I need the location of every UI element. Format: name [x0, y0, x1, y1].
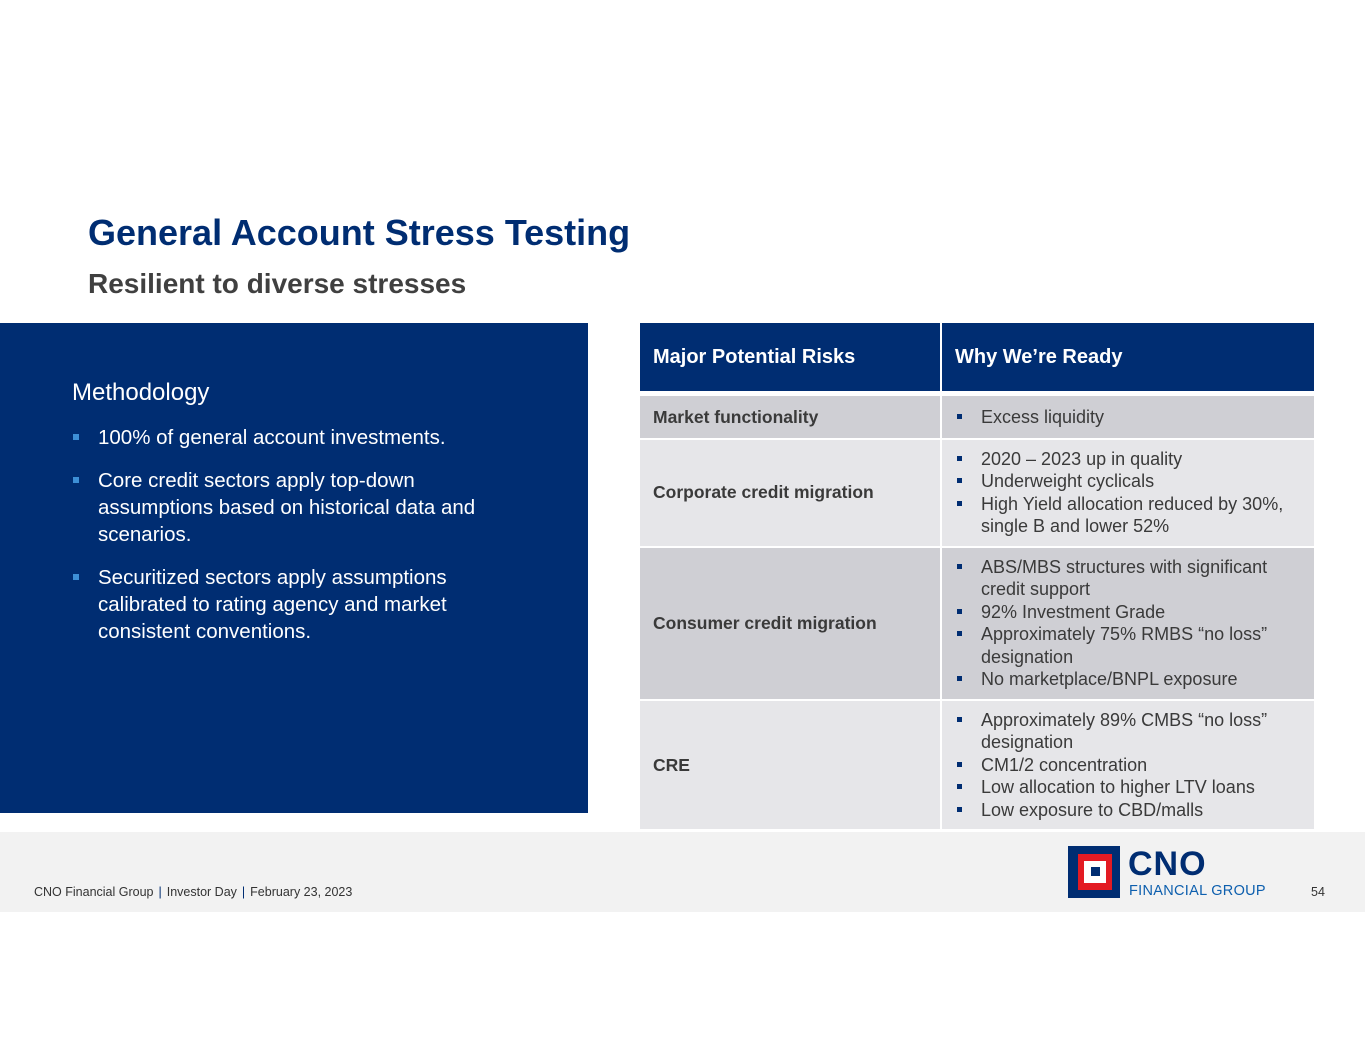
footer-separator: |: [241, 885, 246, 899]
square-bullet-icon: [73, 477, 79, 483]
square-bullet-icon: [957, 478, 962, 483]
reasons-list: [955, 406, 1301, 429]
methodology-item: [72, 564, 502, 645]
logo-subtitle: FINANCIAL GROUP: [1129, 883, 1266, 899]
cno-logo: [1068, 846, 1278, 900]
reason-item: [955, 448, 1301, 471]
reason-item: [955, 668, 1301, 691]
methodology-item: [72, 467, 502, 548]
risk-cell: Market functionality: [640, 394, 941, 439]
footer-company: CNO Financial Group: [34, 885, 154, 899]
page-number: 54: [1311, 885, 1325, 899]
square-bullet-icon: [957, 784, 962, 789]
reason-text: Low exposure to CBD/malls: [981, 799, 1204, 820]
table-row: [640, 547, 1314, 700]
square-bullet-icon: [957, 414, 962, 419]
square-bullet-icon: [957, 676, 962, 681]
square-bullet-icon: [957, 456, 962, 461]
ready-cell: [941, 394, 1314, 439]
square-bullet-icon: [73, 574, 79, 580]
methodology-item: [72, 424, 502, 451]
ready-cell: [941, 547, 1314, 700]
reason-text: CM1/2 concentration: [981, 754, 1148, 775]
reason-text: Low allocation to higher LTV loans: [981, 777, 1255, 797]
ready-cell: [941, 700, 1314, 831]
cno-logo-mark-icon: [1068, 846, 1120, 898]
square-bullet-icon: [957, 501, 962, 506]
reason-text: High Yield allocation reduced by 30%, single B and lower 52%: [981, 493, 1284, 536]
reason-item: [955, 470, 1301, 493]
footer-caption: [34, 885, 352, 899]
reason-item: [955, 406, 1301, 429]
square-bullet-icon: [957, 631, 962, 636]
reason-text: Approximately 89% CMBS “no loss” designation: [981, 709, 1268, 752]
table-row: [640, 700, 1314, 831]
reason-item: [955, 754, 1301, 777]
reason-item: [955, 556, 1301, 601]
methodology-panel: [0, 323, 588, 813]
table-row: [640, 394, 1314, 439]
reason-text: 92% Investment Grade: [981, 601, 1166, 622]
table-row: [640, 439, 1314, 547]
logo-wordmark: CNO: [1128, 845, 1207, 883]
square-bullet-icon: [957, 564, 962, 569]
methodology-list: [72, 424, 502, 661]
reason-item: [955, 776, 1301, 799]
methodology-item-text: Securitized sectors apply assumptions calibrated to rating agency and market consistent conventions.: [98, 566, 447, 643]
reason-text: No marketplace/BNPL exposure: [981, 669, 1238, 689]
risk-table: [640, 323, 1314, 831]
square-bullet-icon: [73, 434, 79, 440]
risk-cell: Corporate credit migration: [640, 439, 941, 547]
footer-date: February 23, 2023: [250, 885, 353, 899]
reason-text: 2020 – 2023 up in quality: [981, 448, 1183, 469]
column-header-ready: Why We’re Ready: [941, 323, 1314, 394]
reason-text: Approximately 75% RMBS “no loss” designation: [981, 624, 1268, 667]
square-bullet-icon: [957, 717, 962, 722]
reason-item: [955, 493, 1301, 538]
methodology-heading: Methodology: [72, 379, 210, 406]
square-bullet-icon: [957, 609, 962, 614]
reason-item: [955, 601, 1301, 624]
footer: [0, 832, 1365, 912]
square-bullet-icon: [957, 762, 962, 767]
footer-separator: |: [158, 885, 162, 899]
reason-item: [955, 799, 1301, 822]
reason-text: Underweight cyclicals: [981, 471, 1155, 491]
reason-text: ABS/MBS structures with significant credit support: [981, 556, 1268, 599]
methodology-item-text: Core credit sectors apply top-down assumptions based on historical data and scenarios.: [98, 469, 476, 546]
reason-text: Excess liquidity: [981, 406, 1105, 427]
column-header-risks: Major Potential Risks: [640, 323, 941, 394]
reason-item: [955, 709, 1301, 754]
risk-cell: CRE: [640, 700, 941, 831]
table-header-row: [640, 323, 1314, 394]
risk-cell: Consumer credit migration: [640, 547, 941, 700]
page-subtitle: Resilient to diverse stresses: [88, 268, 467, 299]
reasons-list: [955, 709, 1301, 822]
page-title: General Account Stress Testing: [88, 212, 631, 253]
footer-event: Investor Day: [166, 885, 237, 899]
square-bullet-icon: [957, 807, 962, 812]
reasons-list: [955, 556, 1301, 691]
reason-item: [955, 623, 1301, 668]
ready-cell: [941, 439, 1314, 547]
methodology-item-text: 100% of general account investments.: [98, 426, 446, 449]
reasons-list: [955, 448, 1301, 538]
